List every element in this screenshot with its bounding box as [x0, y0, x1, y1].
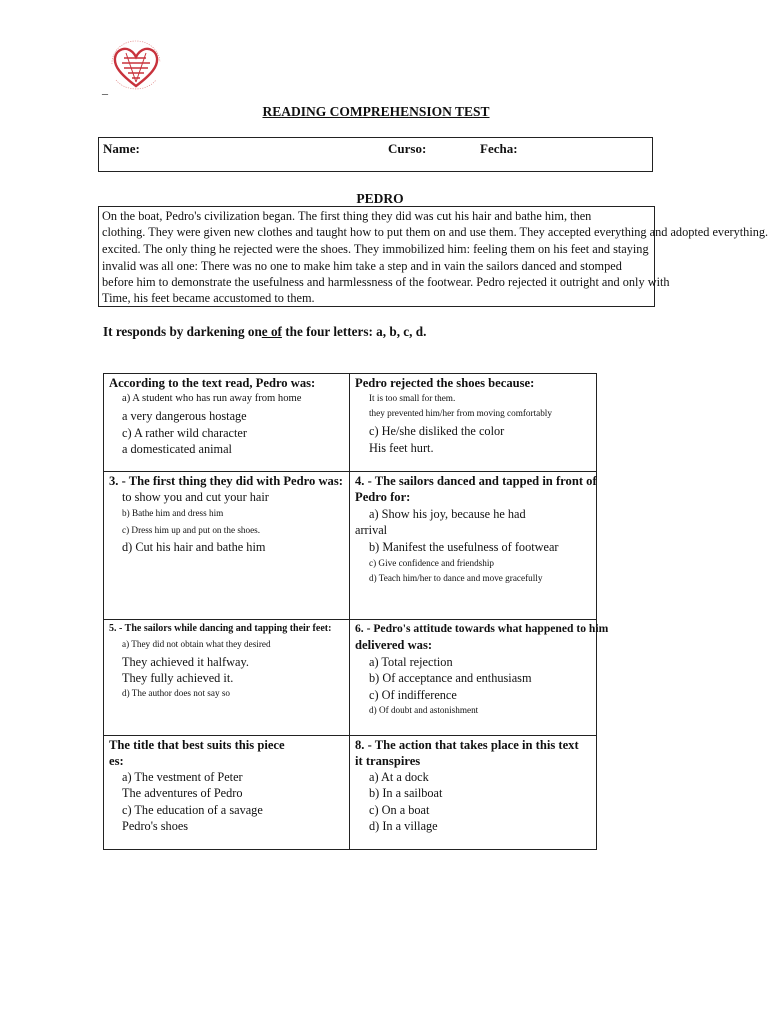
question-8-option[interactable]: b) In a sailboat — [369, 786, 443, 800]
question-7-option[interactable]: a) The vestment of Peter — [122, 770, 243, 784]
question-7-title: The title that best suits this piece — [109, 738, 285, 752]
question-3-option[interactable]: to show you and cut your hair — [122, 490, 269, 504]
question-3-option[interactable]: d) Cut his hair and bathe him — [122, 540, 266, 554]
student-info-box — [98, 137, 653, 172]
question-2-option[interactable]: His feet hurt. — [369, 441, 434, 455]
question-5-title: 5. - The sailors while dancing and tapping their feet: — [109, 623, 332, 634]
table-divider — [103, 619, 597, 620]
question-3-title: 3. - The first thing they did with Pedro was: — [109, 474, 343, 488]
question-6-title: delivered was: — [355, 638, 433, 652]
question-8-option[interactable]: a) At a dock — [369, 770, 429, 784]
date-label: Fecha: — [480, 141, 518, 156]
question-5-option[interactable]: a) They did not obtain what they desired — [122, 639, 271, 649]
question-8-title: it transpires — [355, 754, 421, 768]
question-7-option[interactable]: The adventures of Pedro — [122, 786, 243, 800]
table-divider — [103, 735, 597, 736]
question-4-option[interactable]: a) Show his joy, because he had — [369, 507, 526, 521]
question-4-option[interactable]: d) Teach him/her to dance and move gracefully — [369, 573, 543, 583]
question-4-option[interactable]: arrival — [355, 523, 388, 537]
question-2-option[interactable]: c) He/she disliked the color — [369, 424, 505, 438]
question-8-title: 8. - The action that takes place in this text — [355, 738, 579, 752]
name-label: Name: — [103, 141, 140, 156]
question-3-option[interactable]: b) Bathe him and dress him — [122, 508, 224, 518]
question-4-title: 4. - The sailors danced and tapped in front of — [355, 474, 597, 488]
page-title: READING COMPREHENSION TEST — [262, 104, 490, 119]
story-line: excited. The only thing he rejected were the shoes. They immobilized him: feeling them on his feet and staying — [102, 242, 649, 256]
course-label: Curso: — [388, 141, 427, 156]
question-4-title: Pedro for: — [355, 490, 411, 504]
story-line: On the boat, Pedro's civilization began. The first thing they did was cut his hair and bathe him, then — [102, 209, 592, 223]
question-5-option[interactable]: They achieved it halfway. — [122, 655, 249, 669]
heart-icon — [115, 49, 157, 86]
question-1-title: According to the text read, Pedro was: — [109, 376, 316, 390]
question-6-option[interactable]: b) Of acceptance and enthusiasm — [369, 671, 532, 685]
question-6-title: 6. - Pedro's attitude towards what happened to him — [355, 622, 609, 635]
question-3-option[interactable]: c) Dress him up and put on the shoes. — [122, 525, 261, 535]
logo-underscore: _ — [102, 82, 108, 96]
question-1-option[interactable]: a very dangerous hostage — [122, 409, 247, 423]
question-7-option[interactable]: Pedro's shoes — [122, 819, 189, 833]
question-7-title: es: — [109, 754, 124, 768]
question-8-option[interactable]: c) On a boat — [369, 803, 430, 817]
question-8-option[interactable]: d) In a village — [369, 819, 438, 833]
question-1-option[interactable]: a domesticated animal — [122, 442, 232, 456]
question-4-option[interactable]: c) Give confidence and friendship — [369, 558, 495, 568]
question-6-option[interactable]: c) Of indifference — [369, 688, 457, 702]
story-line: before him to demonstrate the usefulness and harmlessness of the footwear. Pedro rejected it outright and only with — [102, 275, 670, 289]
question-1-option[interactable]: a) A student who has run away from home — [122, 393, 302, 404]
question-5-option[interactable]: d) The author does not say so — [122, 688, 231, 698]
instruction-text: It responds by darkening one of the four letters: a, b, c, d. — [103, 324, 427, 339]
table-divider — [103, 471, 597, 472]
question-5-option[interactable]: They fully achieved it. — [122, 671, 234, 685]
story-line: invalid was all one: There was no one to make him take a step and in vain the sailors danced and stomped — [102, 259, 622, 273]
question-2-option[interactable]: It is too small for them. — [369, 393, 456, 403]
question-7-option[interactable]: c) The education of a savage — [122, 803, 263, 817]
story-line: Time, his feet became accustomed to them. — [102, 291, 315, 305]
story-title: PEDRO — [356, 191, 404, 206]
story-line: clothing. They were given new clothes and taught how to put them on and use them. They accepted everything and adopted everything. — [102, 225, 768, 239]
question-2-title: Pedro rejected the shoes because: — [355, 376, 535, 390]
question-2-option[interactable]: they prevented him/her from moving comfortably — [369, 408, 552, 418]
question-6-option[interactable]: d) Of doubt and astonishment — [369, 705, 479, 715]
table-divider — [349, 373, 350, 850]
question-4-option[interactable]: b) Manifest the usefulness of footwear — [369, 540, 559, 554]
question-1-option[interactable]: c) A rather wild character — [122, 426, 247, 440]
school-logo — [106, 40, 166, 92]
question-6-option[interactable]: a) Total rejection — [369, 655, 453, 669]
